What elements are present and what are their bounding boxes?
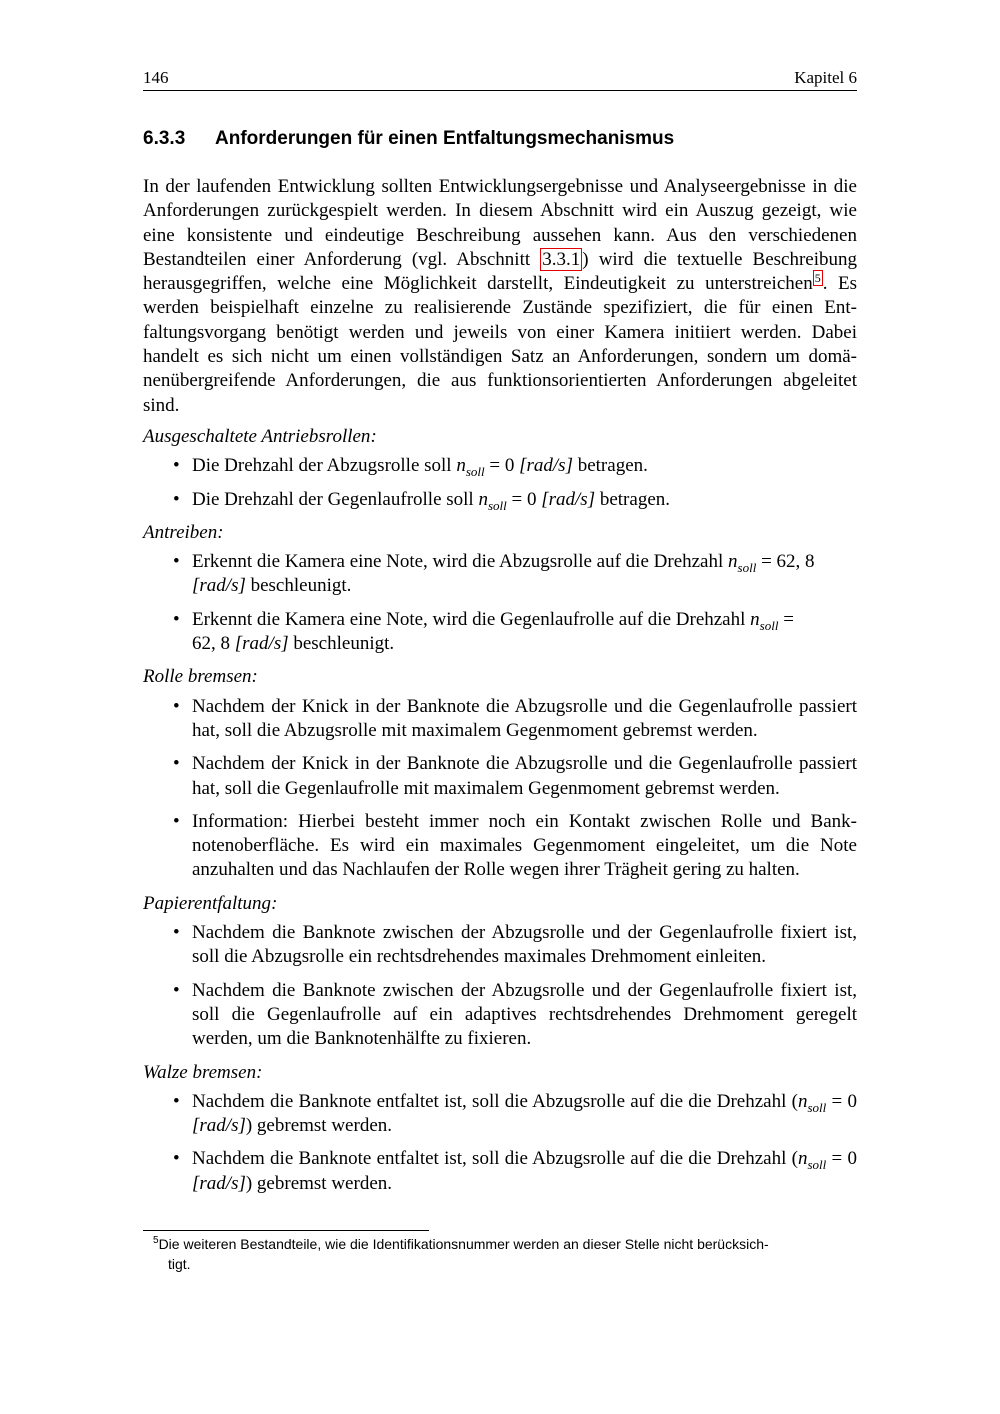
intro-paragraph: In der laufenden Entwicklung sollten Entwicklungsergebnisse und Analyseergebnisse in die Anforderungen zurückgespielt werden. In diesem Abschnitt wird ein Auszug gezeigt, wie eine konsistente und eindeutige Beschreibung aussehen kann. Aus den verschiedenen Bestandteilen einer Anforderung (vgl. Abschnitt 3.3.1 ) wird die textuelle Beschreibung herausgegriffen, welche eine Möglichkeit darstellt, Eindeutigkeit zu unterstreichen $^5$ . Es werden beispielhaft einzelne zu realisierende Zustände spezifiziert, die für einen Entfaltungsvorgang benötigt werden und jeweils von einer Kamera initiiert werden. Dabei handelt es sich nicht um einen vollständigen Satz an Anforderungen, sondern um domänenübergreifende Anforderungen, die aus funktionsorientierten Anforderungen abgeleitet sind.: [143, 176, 858, 416]
list-item: • Nachdem die Banknote entfaltet ist, soll die Abzugsrolle auf die die Drehzahl ($n_{soll} = 0$ [rad/s]) gebremst werden.: [173, 1090, 857, 1137]
requirement-list: [143, 454, 857, 512]
footnote-reference-link[interactable]: 5: [814, 270, 821, 285]
list-item: • Erkennt die Kamera eine Note, wird die Abzugsrolle auf die Drehzahl $n_{soll} = 62$, 8 [rad/s] beschleunigt.: [173, 551, 815, 597]
page-number: 146: [143, 68, 169, 87]
list-item: • Erkennt die Kamera eine Note, wird die Gegenlaufrolle auf die Drehzahl $n_{soll}$ = 62, 8 [rad/s] beschleunigt.: [173, 608, 794, 655]
main-content: [143, 127, 857, 1205]
requirement-list: [143, 921, 857, 1051]
group-heading: Rolle bremsen:: [143, 666, 258, 688]
running-header: [143, 68, 857, 91]
bullet-icon: •: [173, 488, 180, 510]
footnote-divider: [143, 1230, 429, 1231]
requirement-list: [143, 695, 857, 883]
footnote-number: 5: [153, 1235, 159, 1247]
bullet-icon: •: [173, 922, 180, 944]
bullet-icon: •: [173, 551, 180, 573]
list-item: • Nachdem die Banknote zwischen der Abzugsrolle und der Gegenlaufrolle fixiert ist, soll die Gegenlaufrolle auf ein adaptives rechtsdrehendes Drehmoment geregelt werden, um die Banknotenhälfte zu fixieren.: [173, 979, 857, 1050]
list-item: • Nachdem die Banknote entfaltet ist, soll die Abzugsrolle auf die die Drehzahl ($n_{soll} = 0$ [rad/s]) gebremst werden.: [173, 1148, 857, 1194]
bullet-icon: •: [173, 810, 180, 832]
group-heading: Ausgeschaltete Antriebsrollen:: [143, 425, 377, 447]
section-number: 6.3.3: [143, 128, 186, 149]
group-heading: Antreiben:: [143, 521, 224, 543]
list-item: • Die Drehzahl der Abzugsrolle soll $n_{soll} = 0$ [rad/s] betragen.: [173, 455, 648, 480]
requirement-list: [143, 1090, 857, 1196]
list-item: • Nachdem die Banknote zwischen der Abzugsrolle und der Gegenlaufrolle fixiert ist, soll die Abzugsrolle ein rechtsdrehendes maximales Drehmoment einleiten.: [173, 922, 857, 968]
section-heading: [143, 127, 857, 151]
bullet-icon: •: [173, 1148, 180, 1170]
list-item: • Information: Hierbei besteht immer noch ein Kontakt zwischen Rolle und Banknotenoberfläche. Es wird ein maximales Gegenmoment eingeleitet, um die Note anzuhalten und das Nachlaufen der Rolle wegen ihrer Trägheit gering zu halten.: [173, 810, 857, 881]
group-heading: Walze bremsen:: [143, 1061, 263, 1083]
section-title: Anforderungen für einen Entfaltungsmechanismus: [215, 128, 675, 149]
footnote: [143, 1234, 857, 1274]
bullet-icon: •: [173, 1090, 180, 1112]
list-item: • Nachdem der Knick in der Banknote die Abzugsrolle und die Gegenlaufrolle passiert hat, soll die Abzugsrolle mit maximalem Gegenmoment gebremst werden.: [173, 695, 857, 741]
list-item: • Nachdem der Knick in der Banknote die Abzugsrolle und die Gegenlaufrolle passiert hat, soll die Gegenlaufrolle mit maximalem Gegenmoment gebremst werden.: [173, 753, 857, 799]
section-reference-link[interactable]: 3.3.1: [542, 248, 581, 270]
bullet-icon: •: [173, 753, 180, 775]
bullet-icon: •: [173, 455, 180, 477]
list-item: • Die Drehzahl der Gegenlaufrolle soll $n_{soll} = 0$ [rad/s] betragen.: [173, 488, 670, 513]
chapter-label: Kapitel 6: [794, 68, 857, 87]
bullet-icon: •: [173, 608, 180, 630]
group-heading: Papierentfaltung:: [143, 892, 278, 914]
bullet-icon: •: [173, 695, 180, 717]
requirement-list: [143, 550, 857, 656]
bullet-icon: •: [173, 979, 180, 1001]
footnote-text-continued: tigt.: [168, 1256, 191, 1272]
footnote-text: Die weiteren Bestandteile, wie die Identifikationsnummer werden an dieser Stelle nicht berücksich-: [158, 1236, 769, 1252]
